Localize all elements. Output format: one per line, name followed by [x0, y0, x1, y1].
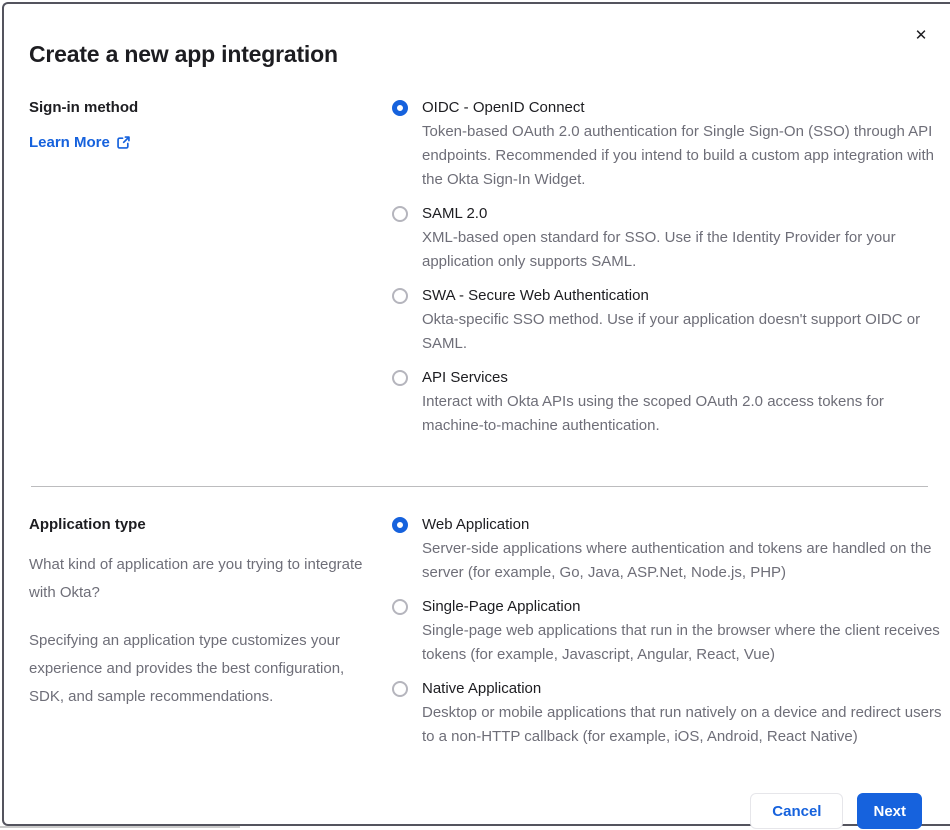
- radio-option-description: Okta-specific SSO method. Use if your application doesn't support OIDC or SAML.: [422, 311, 921, 352]
- radio-button-icon[interactable]: [392, 206, 408, 222]
- application-type-option[interactable]: [392, 597, 948, 667]
- radio-option-label: SWA - Secure Web Authentication: [422, 287, 649, 304]
- application-type-heading: Application type: [29, 516, 146, 533]
- application-type-paragraph: What kind of application are you trying to integrate with Okta?: [29, 556, 363, 601]
- radio-option-label: Single-Page Application: [422, 598, 581, 615]
- application-type-option[interactable]: [392, 515, 948, 585]
- radio-option-description: Desktop or mobile applications that run natively on a device and redirect users to a non-HTTP callback (for example, iOS, Android, React Native): [422, 704, 942, 745]
- radio-button-icon[interactable]: [392, 681, 408, 697]
- close-icon[interactable]: ✕: [908, 22, 934, 48]
- radio-option-label: Native Application: [422, 680, 542, 697]
- radio-option-description: Interact with Okta APIs using the scoped OAuth 2.0 access tokens for machine-to-machine authentication.: [422, 393, 884, 434]
- bottom-edge-line: [0, 826, 240, 828]
- radio-option-description: Server-side applications where authentication and tokens are handled on the server (for example, Go, Java, ASP.Net, Node.js, PHP): [422, 540, 932, 581]
- dialog-footer: [29, 793, 950, 829]
- radio-option-label: SAML 2.0: [422, 205, 488, 222]
- signin-method-option[interactable]: [392, 98, 948, 192]
- radio-option-text: [422, 679, 948, 749]
- radio-option-label: OIDC - OpenID Connect: [422, 99, 585, 116]
- radio-option-label: API Services: [422, 369, 508, 386]
- signin-method-options: [392, 98, 948, 450]
- application-type-paragraph: Specifying an application type customizes your experience and provides the best configuration, SDK, and sample recommendations.: [29, 632, 345, 705]
- learn-more-link[interactable]: [29, 134, 131, 151]
- radio-button-icon[interactable]: [392, 370, 408, 386]
- radio-option-label: Web Application: [422, 516, 530, 533]
- radio-option-description: XML-based open standard for SSO. Use if the Identity Provider for your application only supports SAML.: [422, 229, 896, 270]
- radio-button-icon[interactable]: [392, 599, 408, 615]
- radio-option-text: [422, 368, 948, 438]
- dialog-title: Create a new app integration: [29, 41, 338, 67]
- application-type-options: [392, 515, 948, 761]
- radio-option-description: Single-page web applications that run in the browser where the client receives tokens (for example, Javascript, Angular, React, Vue): [422, 622, 940, 663]
- learn-more-label: Learn More: [29, 134, 110, 151]
- signin-method-section: [29, 98, 950, 450]
- radio-button-icon[interactable]: [392, 100, 408, 116]
- external-link-icon: [116, 135, 131, 150]
- radio-option-text: [422, 204, 948, 274]
- section-divider: [31, 486, 928, 487]
- radio-button-icon[interactable]: [392, 517, 408, 533]
- radio-option-description: Token-based OAuth 2.0 authentication for Single Sign-On (SSO) through API endpoints. Recommended if you intend to build a custom app integration with the Okta Sign-In Widget.: [422, 123, 934, 188]
- radio-option-text: [422, 515, 948, 585]
- signin-method-option[interactable]: [392, 368, 948, 438]
- signin-method-option[interactable]: [392, 204, 948, 274]
- application-type-section: [29, 515, 950, 761]
- create-app-integration-dialog: [2, 2, 950, 826]
- application-type-option[interactable]: [392, 679, 948, 749]
- radio-button-icon[interactable]: [392, 288, 408, 304]
- signin-method-option[interactable]: [392, 286, 948, 356]
- signin-method-heading: Sign-in method: [29, 99, 139, 116]
- next-button[interactable]: Next: [857, 793, 922, 829]
- cancel-button[interactable]: Cancel: [750, 793, 843, 829]
- radio-option-text: [422, 286, 948, 356]
- radio-option-text: [422, 98, 948, 192]
- radio-option-text: [422, 597, 948, 667]
